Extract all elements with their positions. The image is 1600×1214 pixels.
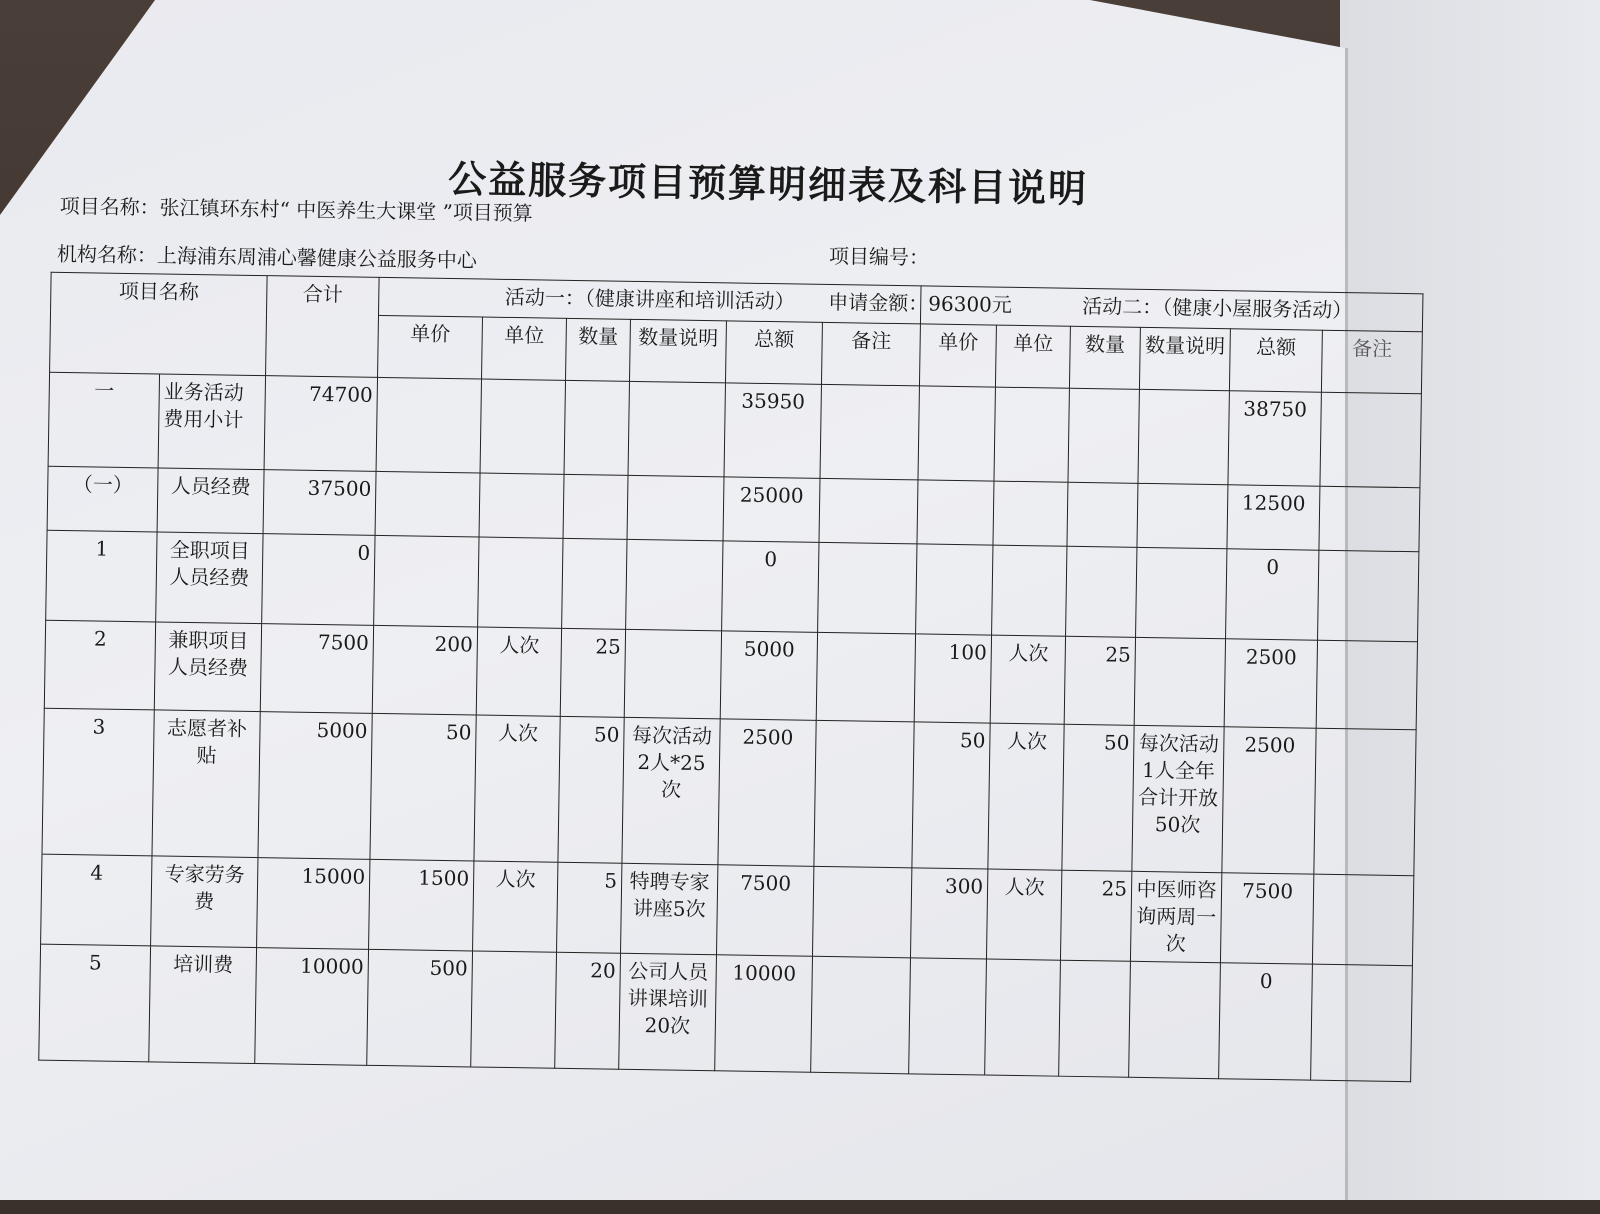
a1-amount: 10000 — [715, 955, 813, 1072]
a2-amount: 2500 — [1224, 639, 1317, 728]
a1-remark — [816, 632, 915, 722]
a2-remark — [1318, 550, 1419, 642]
a2-amount: 7500 — [1220, 873, 1313, 964]
row-total: 74700 — [264, 376, 377, 472]
a1-note: 每次活动2人*25次 — [622, 717, 720, 864]
a2-remark — [1311, 964, 1413, 1082]
a1-unit: 人次 — [476, 627, 561, 716]
a2-remark — [1316, 640, 1417, 730]
row-index: 3 — [42, 708, 154, 856]
organization-name: 机构名称：上海浦东周浦心馨健康公益服务中心 — [56, 241, 478, 273]
a1-price: 200 — [372, 625, 477, 715]
a1-note — [628, 381, 725, 476]
row-item-name: 全职项目人员经费 — [156, 532, 263, 624]
header-a2-unit-price: 单价 — [919, 324, 996, 387]
a1-price — [375, 471, 480, 537]
row-index: 2 — [44, 620, 155, 710]
a2-note — [1138, 389, 1229, 484]
a2-qty — [1067, 482, 1138, 547]
a2-amount: 0 — [1226, 549, 1319, 640]
a2-amount: 0 — [1219, 963, 1313, 1080]
a2-note — [1129, 961, 1221, 1078]
row-index: 5 — [39, 944, 151, 1062]
header-a1-remark: 备注 — [821, 322, 920, 386]
document-title: 公益服务项目预算明细表及科目说明 — [447, 155, 1089, 212]
a1-qty — [562, 538, 627, 629]
table-row — [42, 708, 1416, 876]
a1-remark — [820, 384, 919, 480]
a2-unit — [994, 387, 1069, 482]
header-a2-quantity: 数量 — [1069, 326, 1140, 389]
header-activity1: 活动一：（健康讲座和培训活动） — [379, 277, 922, 324]
a1-amount: 25000 — [723, 477, 820, 543]
a2-unit: 人次 — [988, 723, 1064, 870]
a1-price: 500 — [367, 949, 473, 1067]
a1-remark — [811, 956, 911, 1074]
a1-note — [627, 475, 724, 541]
header-a1-amount: 总额 — [725, 321, 822, 385]
a1-amount: 2500 — [718, 719, 816, 866]
table-row — [39, 944, 1413, 1082]
row-total: 10000 — [255, 948, 369, 1066]
row-item-name: 培训费 — [149, 946, 257, 1064]
a1-price — [374, 535, 479, 627]
a2-note — [1137, 483, 1228, 548]
row-item-name: 兼职项目人员经费 — [154, 622, 261, 712]
a2-price: 50 — [912, 722, 990, 869]
a2-amount: 2500 — [1222, 727, 1316, 874]
a2-price — [916, 544, 993, 635]
row-item-name: 人员经费 — [157, 468, 264, 534]
a2-remark — [1314, 728, 1416, 876]
a2-price: 300 — [911, 868, 988, 959]
a1-price: 50 — [370, 713, 476, 861]
header-a2-remark: 备注 — [1321, 330, 1422, 394]
a1-amount: 5000 — [720, 631, 817, 720]
row-total: 37500 — [263, 470, 376, 536]
a2-remark — [1312, 874, 1413, 966]
a1-remark — [814, 720, 914, 868]
a1-note — [624, 629, 721, 718]
row-total: 5000 — [258, 712, 372, 860]
a2-price — [918, 386, 995, 481]
header-a1-quantity: 数量 — [566, 318, 631, 381]
a1-amount: 35950 — [724, 383, 821, 478]
a2-remark — [1319, 486, 1420, 552]
row-index: 1 — [46, 530, 157, 622]
project-number: 项目编号： — [828, 243, 930, 270]
a1-note: 公司人员讲课培训20次 — [619, 953, 717, 1070]
a1-unit — [480, 379, 565, 474]
a1-remark — [818, 542, 917, 634]
a1-unit: 人次 — [473, 861, 558, 952]
a1-amount: 7500 — [716, 865, 813, 956]
a1-unit — [478, 537, 563, 628]
a2-qty: 25 — [1064, 636, 1135, 725]
header-item-name: 项目名称 — [50, 272, 268, 375]
header-a2-amount: 总额 — [1229, 329, 1322, 392]
a1-qty — [563, 474, 628, 539]
apply-amount: 申请金额：96300元 — [828, 289, 1013, 317]
header-a1-quantity-note: 数量说明 — [629, 319, 726, 383]
row-total: 7500 — [260, 624, 373, 714]
a1-qty — [564, 380, 629, 475]
a2-remark — [1320, 392, 1421, 488]
a1-amount: 0 — [722, 541, 819, 632]
a1-remark — [812, 866, 911, 958]
row-index: （一） — [47, 466, 158, 532]
row-total: 0 — [262, 534, 375, 626]
a1-qty: 20 — [555, 952, 621, 1069]
a1-note — [626, 539, 723, 630]
row-item-name: 专家劳务费 — [151, 856, 258, 948]
a2-price — [917, 480, 994, 545]
a1-qty: 25 — [560, 628, 625, 717]
a2-note — [1136, 547, 1227, 638]
header-a2-unit: 单位 — [995, 325, 1070, 388]
a2-price — [909, 958, 987, 1075]
a2-note — [1134, 637, 1225, 726]
row-item-name: 志愿者补贴 — [152, 710, 260, 858]
a2-unit — [993, 481, 1068, 546]
header-a1-unit-price: 单价 — [378, 315, 483, 379]
a1-remark — [819, 478, 918, 544]
a2-price: 100 — [914, 634, 991, 723]
a2-unit: 人次 — [986, 869, 1061, 960]
a2-unit: 人次 — [990, 635, 1065, 724]
a1-note: 特聘专家讲座5次 — [621, 863, 718, 954]
a2-qty — [1059, 960, 1131, 1077]
header-a1-unit: 单位 — [482, 317, 567, 380]
a1-qty: 5 — [557, 862, 622, 953]
a2-qty: 25 — [1060, 870, 1131, 961]
row-item-name: 业务活动费用小计 — [158, 374, 265, 470]
a2-unit — [992, 545, 1067, 636]
row-index: 4 — [41, 854, 152, 946]
header-activity2: 活动二：（健康小屋服务活动） — [920, 286, 1423, 332]
a2-note: 中医师咨询两周一次 — [1130, 871, 1221, 962]
header-a2-quantity-note: 数量说明 — [1139, 327, 1230, 390]
a2-qty — [1066, 546, 1137, 637]
a1-price: 1500 — [369, 859, 474, 951]
a1-unit: 人次 — [474, 715, 560, 862]
a2-unit — [985, 959, 1061, 1076]
a1-unit — [479, 473, 564, 538]
a1-qty: 50 — [558, 716, 624, 863]
row-index: 一 — [48, 372, 159, 468]
project-name: 项目名称：张江镇环东村“ 中医养生大课堂 ”项目预算 — [59, 193, 533, 226]
row-total: 15000 — [257, 858, 370, 950]
header-total: 合计 — [266, 276, 380, 378]
a2-amount: 38750 — [1228, 391, 1321, 486]
a2-note: 每次活动1人全年合计开放50次 — [1132, 725, 1224, 872]
a2-amount: 12500 — [1227, 485, 1320, 550]
budget-table — [38, 272, 1423, 1082]
a2-qty — [1068, 388, 1139, 483]
a1-unit — [471, 951, 557, 1068]
a2-qty: 50 — [1062, 724, 1134, 871]
a1-price — [376, 377, 481, 473]
